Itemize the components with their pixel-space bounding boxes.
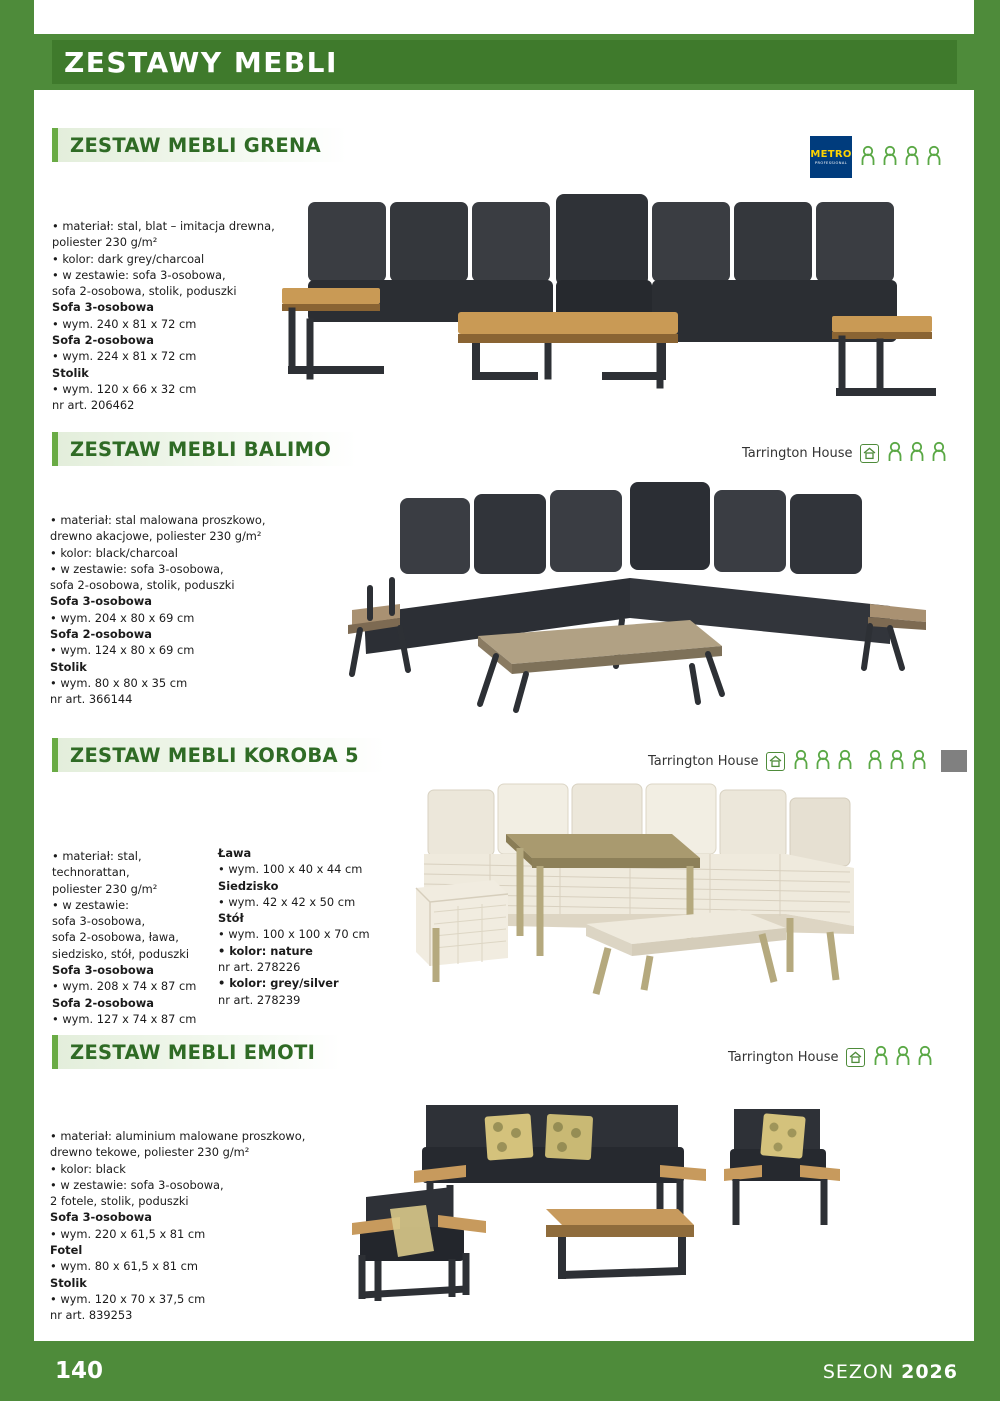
spec-line: • materiał: stal, blat – imitacja drewna, xyxy=(52,219,275,233)
seats-icon-balimo xyxy=(887,440,957,466)
seat-count-icon xyxy=(887,440,957,466)
season-label xyxy=(823,1361,958,1383)
spec-line: Stół xyxy=(218,911,244,926)
spec-line: • wym. 42 x 42 x 50 cm xyxy=(218,894,356,909)
spec-line: Sofa 2-osobowa xyxy=(52,995,154,1010)
spec-line: • kolor: nature xyxy=(218,943,313,958)
seat-count-icon xyxy=(860,144,952,170)
spec-line: Stolik xyxy=(50,659,87,674)
brand-row-grena xyxy=(810,136,952,178)
product-image-balimo xyxy=(330,468,940,718)
spec-line: drewno akacjowe, poliester 230 g/m² xyxy=(50,529,262,544)
spec-line: • materiał: aluminium malowane proszkowo, xyxy=(50,1129,306,1143)
spec-line: Fotel xyxy=(50,1243,83,1258)
spec-line: nr art. 278226 xyxy=(218,960,301,975)
spec-line: • kolor: dark grey/charcoal xyxy=(52,251,205,266)
spec-line: Siedzisko xyxy=(218,878,279,893)
spec-line: sofa 2-osobowa, ława, xyxy=(52,930,179,945)
brand-row-koroba xyxy=(648,748,967,774)
house-glyph-icon xyxy=(863,447,876,460)
spec-line: • wym. 80 x 61,5 x 81 cm xyxy=(50,1259,199,1274)
heading-pill xyxy=(58,1035,341,1069)
seat-count-icon xyxy=(793,748,933,774)
spec-line: Stolik xyxy=(52,365,89,380)
house-glyph-icon xyxy=(849,1051,862,1064)
spec-line: • w zestawie: xyxy=(52,897,129,912)
section-heading-grena xyxy=(52,128,347,162)
tarrington-house-icon xyxy=(766,752,785,771)
spec-line: • kolor: black xyxy=(50,1161,126,1176)
spec-line: Sofa 3-osobowa xyxy=(52,963,154,978)
product-image-koroba xyxy=(410,776,890,1021)
spec-line: sofa 3-osobowa, xyxy=(52,914,146,929)
tarrington-house-icon xyxy=(846,1048,865,1067)
metro-logo-text: METRO xyxy=(810,148,852,160)
right-green-edge xyxy=(974,0,1000,1401)
spec-line: • kolor: black/charcoal xyxy=(50,545,178,560)
seats-icon-grena xyxy=(860,144,952,170)
seats-icon-emoti xyxy=(873,1044,943,1070)
spec-line: nr art. 366144 xyxy=(50,692,133,707)
page-header-inner xyxy=(52,40,957,84)
spec-line: Stolik xyxy=(50,1275,87,1290)
season-text: SEZON xyxy=(822,1361,895,1383)
metro-logo xyxy=(810,136,852,178)
brand-row-emoti xyxy=(728,1044,943,1070)
heading-pill xyxy=(58,738,385,772)
seats-icon-koroba xyxy=(793,748,933,774)
spec-line: • w zestawie: sofa 3-osobowa, xyxy=(50,1177,224,1192)
spec-line: • wym. 208 x 74 x 87 cm xyxy=(52,979,197,994)
house-glyph-icon xyxy=(769,755,782,768)
section-heading-balimo xyxy=(52,432,357,466)
color-swatch-grey xyxy=(941,750,967,772)
tarrington-house-icon xyxy=(860,444,879,463)
brand-row-balimo xyxy=(742,440,957,466)
page-footer xyxy=(0,1341,1000,1401)
spec-line: nr art. 839253 xyxy=(50,1308,133,1323)
brand-name: Tarrington House xyxy=(648,753,759,769)
spec-line: Ława xyxy=(218,846,252,860)
season-year: 2026 xyxy=(901,1361,958,1383)
section-title: ZESTAW MEBLI EMOTI xyxy=(70,1040,316,1064)
spec-line: technorattan, xyxy=(52,865,130,880)
specs-balimo xyxy=(50,512,300,708)
specs-koroba-col1 xyxy=(52,848,212,1027)
section-title: ZESTAW MEBLI BALIMO xyxy=(70,437,332,461)
spec-line: • wym. 124 x 80 x 69 cm xyxy=(50,643,195,658)
spec-line: • wym. 240 x 81 x 72 cm xyxy=(52,316,197,331)
brand-name: Tarrington House xyxy=(742,445,853,461)
metro-logo-subtext: PROFESSIONAL xyxy=(814,160,848,165)
left-green-edge xyxy=(0,0,34,1401)
page-title: ZESTAWY MEBLI xyxy=(64,45,338,79)
spec-line: poliester 230 g/m² xyxy=(52,881,158,896)
spec-line: • wym. 220 x 61,5 x 81 cm xyxy=(50,1226,206,1241)
spec-line: • materiał: stal, xyxy=(52,849,142,863)
spec-line: • wym. 127 x 74 x 87 cm xyxy=(52,1011,197,1026)
spec-line: Sofa 2-osobowa xyxy=(52,333,154,348)
spec-line: • w zestawie: sofa 3-osobowa, xyxy=(52,267,226,282)
spec-line: • w zestawie: sofa 3-osobowa, xyxy=(50,561,224,576)
seat-count-icon xyxy=(873,1044,943,1070)
specs-grena xyxy=(52,218,302,414)
spec-line: • wym. 100 x 100 x 70 cm xyxy=(218,927,370,942)
spec-line: 2 fotele, stolik, poduszki xyxy=(50,1194,189,1209)
spec-line: sofa 2-osobowa, stolik, poduszki xyxy=(50,578,235,593)
spec-line: nr art. 278239 xyxy=(218,992,301,1007)
spec-line: nr art. 206462 xyxy=(52,398,135,413)
specs-emoti xyxy=(50,1128,320,1324)
brand-name: Tarrington House xyxy=(728,1049,839,1065)
heading-pill xyxy=(58,128,347,162)
product-image-grena xyxy=(280,180,940,420)
spec-line: Sofa 2-osobowa xyxy=(50,627,152,642)
spec-line: • wym. 120 x 70 x 37,5 cm xyxy=(50,1291,206,1306)
spec-line: • wym. 204 x 80 x 69 cm xyxy=(50,610,195,625)
spec-line: siedzisko, stół, poduszki xyxy=(52,946,189,961)
spec-line: • materiał: stal malowana proszkowo, xyxy=(50,513,266,527)
spec-line: • wym. 100 x 40 x 44 cm xyxy=(218,862,363,877)
spec-line: Sofa 3-osobowa xyxy=(50,1210,152,1225)
spec-line: drewno tekowe, poliester 230 g/m² xyxy=(50,1145,250,1160)
spec-line: sofa 2-osobowa, stolik, poduszki xyxy=(52,284,237,299)
section-heading-emoti xyxy=(52,1035,341,1069)
heading-pill xyxy=(58,432,357,466)
section-title: ZESTAW MEBLI GRENA xyxy=(70,133,322,157)
section-title: ZESTAW MEBLI KOROBA 5 xyxy=(70,743,359,767)
spec-line: • wym. 80 x 80 x 35 cm xyxy=(50,675,188,690)
spec-line: • wym. 224 x 81 x 72 cm xyxy=(52,349,197,364)
spec-line: Sofa 3-osobowa xyxy=(50,594,152,609)
spec-line: • wym. 120 x 66 x 32 cm xyxy=(52,381,197,396)
product-image-emoti xyxy=(330,1075,890,1315)
page-number: 140 xyxy=(55,1358,104,1384)
spec-line: poliester 230 g/m² xyxy=(52,235,158,250)
section-heading-koroba xyxy=(52,738,385,772)
spec-line: • kolor: grey/silver xyxy=(218,976,339,991)
specs-koroba-col2 xyxy=(218,845,388,1008)
spec-line: Sofa 3-osobowa xyxy=(52,300,154,315)
